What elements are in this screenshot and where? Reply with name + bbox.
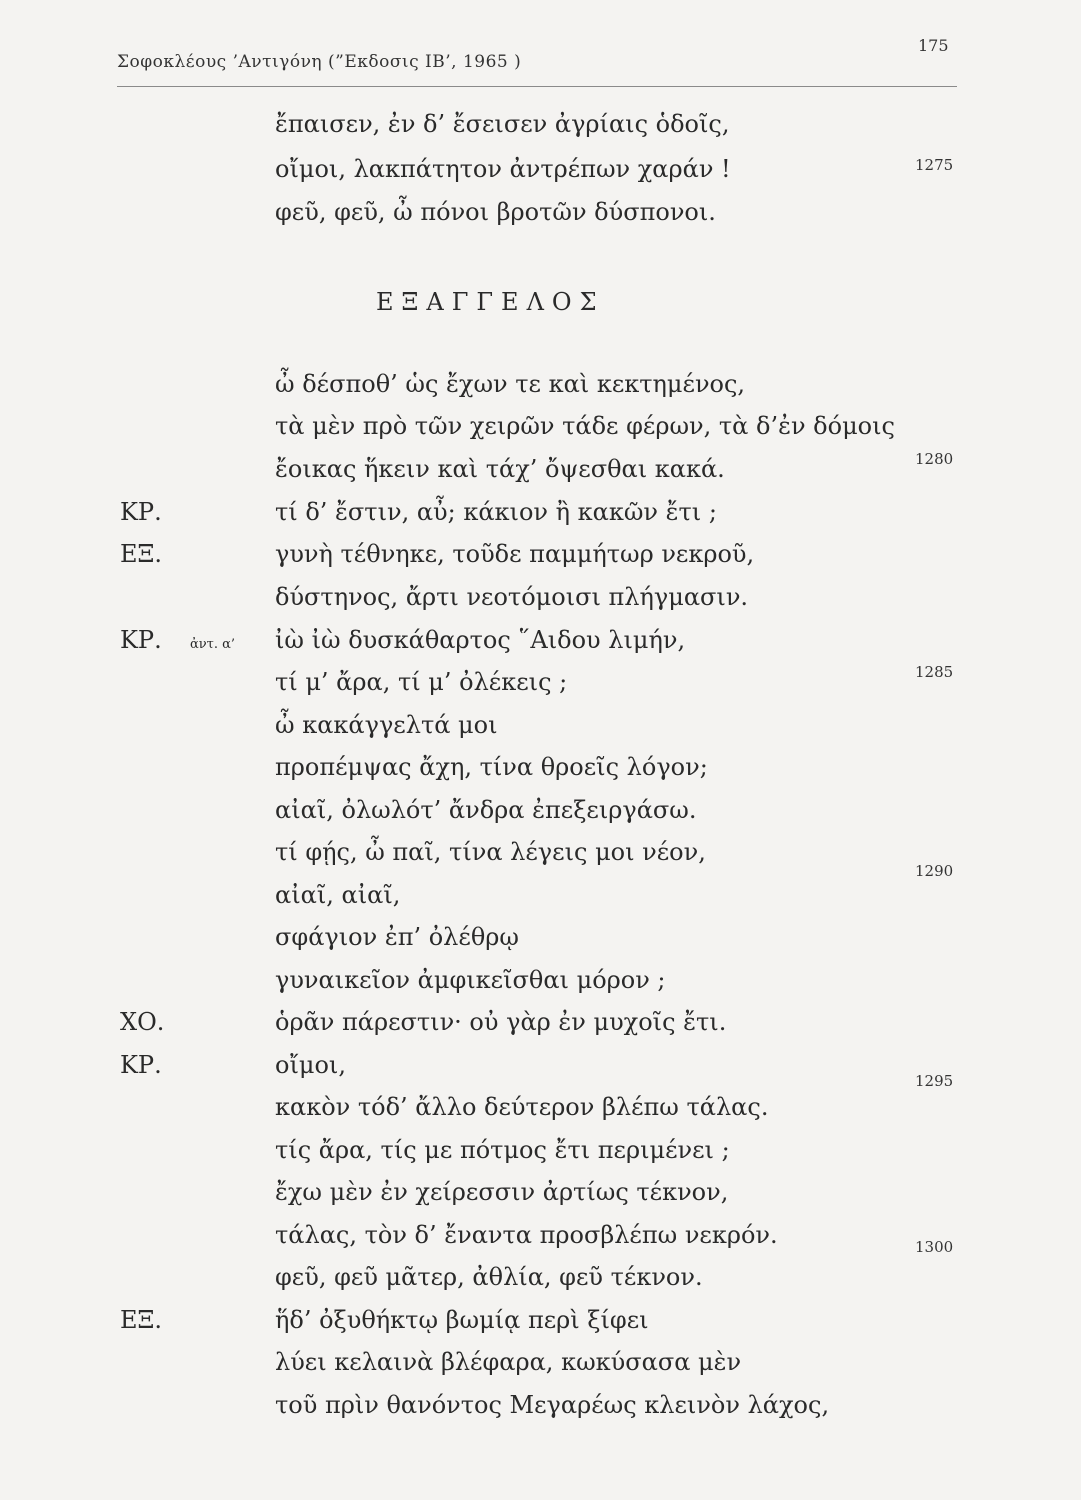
verse-line: δύστηνος, ἄρτι νεοτόμοισι πλήγμασιν.	[275, 583, 749, 611]
header-rule	[117, 86, 957, 87]
verse-line: τὰ μὲν πρὸ τῶν χειρῶν τάδε φέρων, τὰ δ’ἐν δόμοις	[275, 412, 895, 440]
verse-line: τάλας, τὸν δ’ ἔναντα προσβλέπω νεκρόν.	[275, 1221, 778, 1249]
speaker-label: ΕΞ.	[120, 540, 163, 568]
verse-line: ἔπαισεν, ἐν δ’ ἔσεισεν ἀγρίαις ὁδοῖς,	[275, 110, 730, 138]
verse-line: αἰαῖ, αἰαῖ,	[275, 881, 401, 909]
verse-line: ἔχω μὲν ἐν χείρεσσιν ἀρτίως τέκνον,	[275, 1178, 729, 1206]
verse-line: τί φῄς, ὦ παῖ, τίνα λέγεις μοι νέον,	[275, 838, 706, 866]
line-number: 1280	[915, 450, 954, 468]
verse-line: οἴμοι,	[275, 1051, 346, 1079]
speaker-label: ΚΡ.	[120, 626, 162, 654]
section-heading: ΕΞΑΓΓΕΛΟΣ	[376, 288, 605, 316]
verse-line: αἰαῖ, ὀλωλότ’ ἄνδρα ἐπεξειργάσω.	[275, 796, 697, 824]
speaker-label: ΚΡ.	[120, 498, 162, 526]
speaker-label: ΚΡ.	[120, 1051, 162, 1079]
verse-line: προπέμψας ἄχη, τίνα θροεῖς λόγον;	[275, 753, 708, 781]
speaker-label: ΧΟ.	[120, 1008, 165, 1036]
antistrophe-marker: ἀντ. α’	[190, 637, 236, 652]
verse-line: ἔοικας ἥκειν καὶ τάχ’ ὄψεσθαι κακά.	[275, 455, 725, 483]
verse-line: ὦ δέσποθ’ ὡς ἔχων τε καὶ κεκτημένος,	[275, 370, 746, 398]
verse-line: φεῦ, φεῦ μᾶτερ, ἀθλία, φεῦ τέκνον.	[275, 1263, 703, 1291]
line-number: 1275	[915, 156, 954, 174]
line-number: 1300	[915, 1238, 954, 1256]
verse-line: φεῦ, φεῦ, ὦ πόνοι βροτῶν δύσπονοι.	[275, 198, 716, 226]
verse-line: λύει κελαινὰ βλέφαρα, κωκύσασα μὲν	[275, 1348, 742, 1376]
running-head: Σοφοκλέους ’Αντιγόνη (”Εκδοσις ΙΒ’, 1965 )	[117, 52, 522, 72]
line-number: 1290	[915, 862, 954, 880]
verse-line: τί δ’ ἔστιν, αὖ; κάκιον ἢ κακῶν ἔτι ;	[275, 498, 717, 526]
verse-line: σφάγιον ἐπ’ ὀλέθρῳ	[275, 923, 519, 951]
line-number: 1285	[915, 663, 954, 681]
verse-line: γυνὴ τέθνηκε, τοῦδε παμμήτωρ νεκροῦ,	[275, 540, 755, 568]
verse-line: ἥδ’ ὀξυθήκτῳ βωμίᾳ περὶ ξίφει	[275, 1306, 649, 1334]
page-number: 175	[918, 36, 949, 55]
verse-line: τί μ’ ἄρα, τί μ’ ὀλέκεις ;	[275, 668, 568, 696]
verse-line: ὦ κακάγγελτά μοι	[275, 711, 498, 739]
verse-line: κακὸν τόδ’ ἄλλο δεύτερον βλέπω τάλας.	[275, 1093, 769, 1121]
verse-line: γυναικεῖον ἀμφικεῖσθαι μόρον ;	[275, 966, 666, 994]
line-number: 1295	[915, 1072, 954, 1090]
verse-line: τοῦ πρὶν θανόντος Μεγαρέως κλεινὸν λάχος,	[275, 1391, 830, 1419]
verse-line: οἴμοι, λακπάτητον ἀντρέπων χαράν !	[275, 155, 731, 183]
verse-line: ἰὼ ἰὼ δυσκάθαρτος ῞Αιδου λιμήν,	[275, 626, 686, 654]
speaker-label: ΕΞ.	[120, 1306, 163, 1334]
verse-line: τίς ἄρα, τίς με πότμος ἔτι περιμένει ;	[275, 1136, 730, 1164]
verse-line: ὁρᾶν πάρεστιν· οὐ γὰρ ἐν μυχοῖς ἔτι.	[275, 1008, 727, 1036]
